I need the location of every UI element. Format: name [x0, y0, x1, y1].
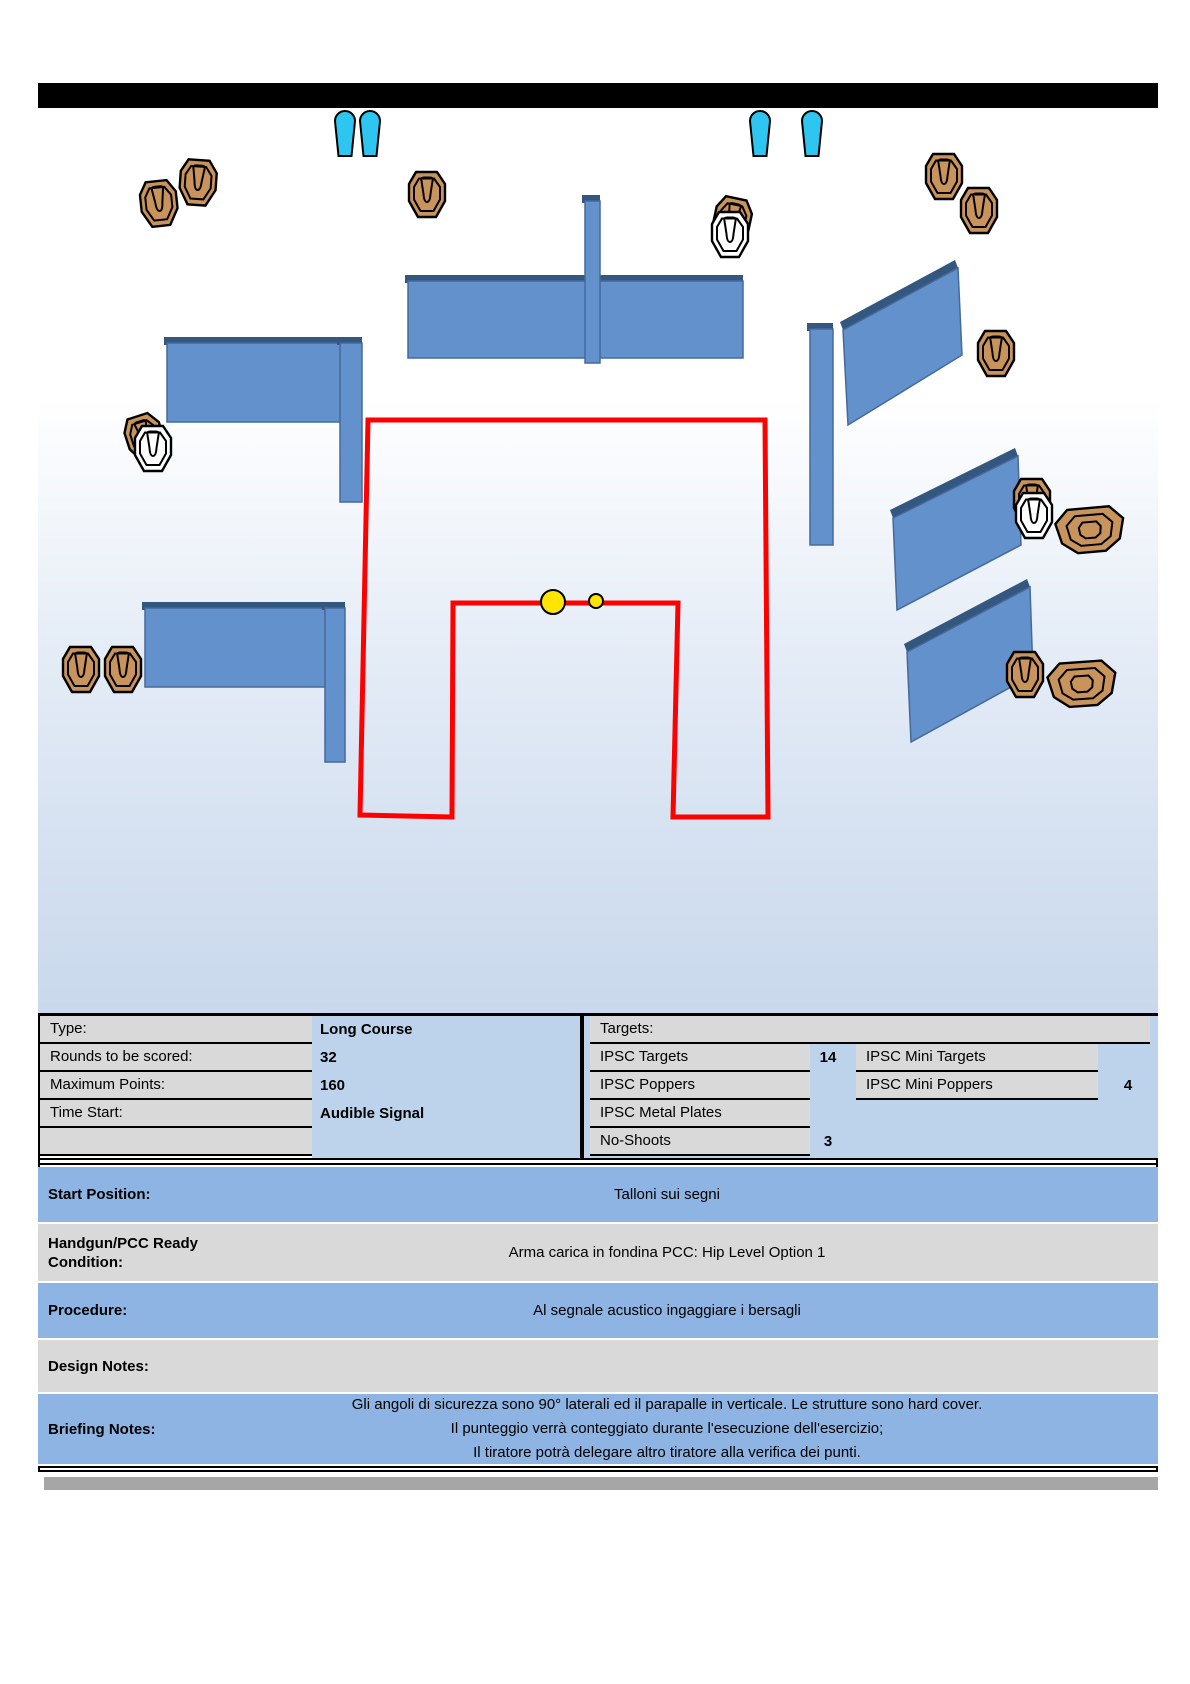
start-position-mark [589, 594, 603, 608]
no-shoot-target [712, 212, 748, 257]
ipsc-target [409, 172, 445, 217]
detail-value-line: Il punteggio verrà conteggiato durante l'esecuzione dell'esercizio; [450, 1420, 884, 1437]
table-center-divider [580, 1016, 584, 1158]
wall [405, 275, 743, 358]
target-type-cell: IPSC Mini Targets [856, 1044, 1098, 1072]
wall-panel [325, 608, 345, 762]
no-shoot-target [1016, 493, 1052, 538]
no-shoot-target [135, 426, 171, 471]
ipsc-target [63, 647, 99, 692]
targets-header-cell: Targets: [590, 1016, 1150, 1044]
detail-value-line: Il tiratore potrà delegare altro tiratore alla verifica dei punti. [473, 1444, 861, 1461]
berm-bar [38, 83, 1158, 108]
info-label-cell: Rounds to be scored: [40, 1044, 312, 1072]
wall-panel [167, 343, 360, 422]
detail-row [38, 1394, 1158, 1466]
detail-label: Procedure: [48, 1302, 128, 1319]
info-label-cell: Type: [40, 1016, 312, 1044]
wall [582, 195, 600, 363]
wall [807, 323, 833, 545]
bottom-line [38, 1466, 1158, 1468]
detail-label: Start Position: [48, 1186, 151, 1203]
target-count: 3 [823, 1133, 833, 1150]
ipsc-target [139, 179, 180, 228]
target-type-cell: IPSC Targets [590, 1044, 810, 1072]
target-type-cell: IPSC Mini Poppers [856, 1072, 1098, 1100]
target-type-cell: IPSC Poppers [590, 1072, 810, 1100]
info-label-cell: Maximum Points: [40, 1072, 312, 1100]
detail-label: Design Notes: [48, 1357, 149, 1375]
detail-value [188, 1224, 1146, 1281]
table-shadow [44, 1477, 1158, 1490]
detail-row [38, 1167, 1158, 1224]
detail-row [38, 1283, 1158, 1340]
target-outline [1047, 660, 1118, 709]
info-label-cell: Time Start: [40, 1100, 312, 1128]
wall-panel [340, 343, 362, 502]
target-count: 4 [1123, 1077, 1133, 1094]
wall-panel [408, 281, 743, 358]
stage-diagram [38, 108, 1158, 1013]
ipsc-target [105, 647, 141, 692]
ipsc-wide-target [1054, 505, 1126, 555]
wall [164, 337, 360, 422]
target-outline [1054, 505, 1126, 555]
info-value: Long Course [320, 1021, 413, 1038]
detail-row [38, 1340, 1158, 1394]
ipsc-target [978, 331, 1014, 376]
separator-line [38, 1158, 1158, 1160]
detail-label: Briefing Notes: [48, 1420, 156, 1438]
ipsc-target [179, 159, 218, 206]
detail-value-line: Gli angoli di sicurezza sono 90° laterali ed il parapalle in verticale. Le strutture sono hard cover. [351, 1396, 983, 1413]
detail-value-line: Talloni sui segni [614, 1185, 720, 1203]
popper [802, 111, 822, 156]
popper [335, 111, 355, 156]
popper [360, 111, 380, 156]
detail-row [38, 1224, 1158, 1283]
wall-panel [810, 329, 833, 545]
wall [322, 602, 345, 762]
stage-svg [38, 108, 1158, 1013]
detail-value-line: Al segnale acustico ingaggiare i bersagli [533, 1301, 801, 1319]
detail-value [188, 1394, 1146, 1464]
info-value: 160 [320, 1077, 346, 1094]
wall [840, 260, 962, 425]
detail-value-line: Arma carica in fondina PCC: Hip Level Option 1 [508, 1243, 826, 1261]
detail-value [188, 1167, 1146, 1222]
target-type-cell: IPSC Metal Plates [590, 1100, 810, 1128]
wall-panel [585, 201, 600, 363]
wall-panel [145, 608, 327, 687]
fault-line [360, 420, 768, 817]
detail-label: Handgun/PCC Ready Condition: [48, 1234, 199, 1271]
info-value: Audible Signal [320, 1105, 425, 1122]
start-position-mark [541, 590, 565, 614]
detail-value [188, 1340, 1146, 1392]
ipsc-wide-target [1047, 660, 1118, 709]
wall [337, 337, 362, 502]
detail-value [188, 1283, 1146, 1338]
popper [750, 111, 770, 156]
ipsc-target [961, 188, 997, 233]
bottom-line [38, 1470, 1158, 1472]
ipsc-target [926, 154, 962, 199]
info-label-cell [40, 1128, 312, 1156]
wall [142, 602, 327, 687]
target-type-cell: No-Shoots [590, 1128, 810, 1156]
ipsc-target [1007, 652, 1043, 697]
info-value: 32 [320, 1049, 337, 1066]
target-count: 14 [819, 1049, 837, 1066]
stage-detail-rows [38, 1167, 1158, 1466]
separator-line [38, 1163, 1158, 1165]
stage-info-table [38, 1016, 1158, 1158]
wall [890, 448, 1021, 610]
